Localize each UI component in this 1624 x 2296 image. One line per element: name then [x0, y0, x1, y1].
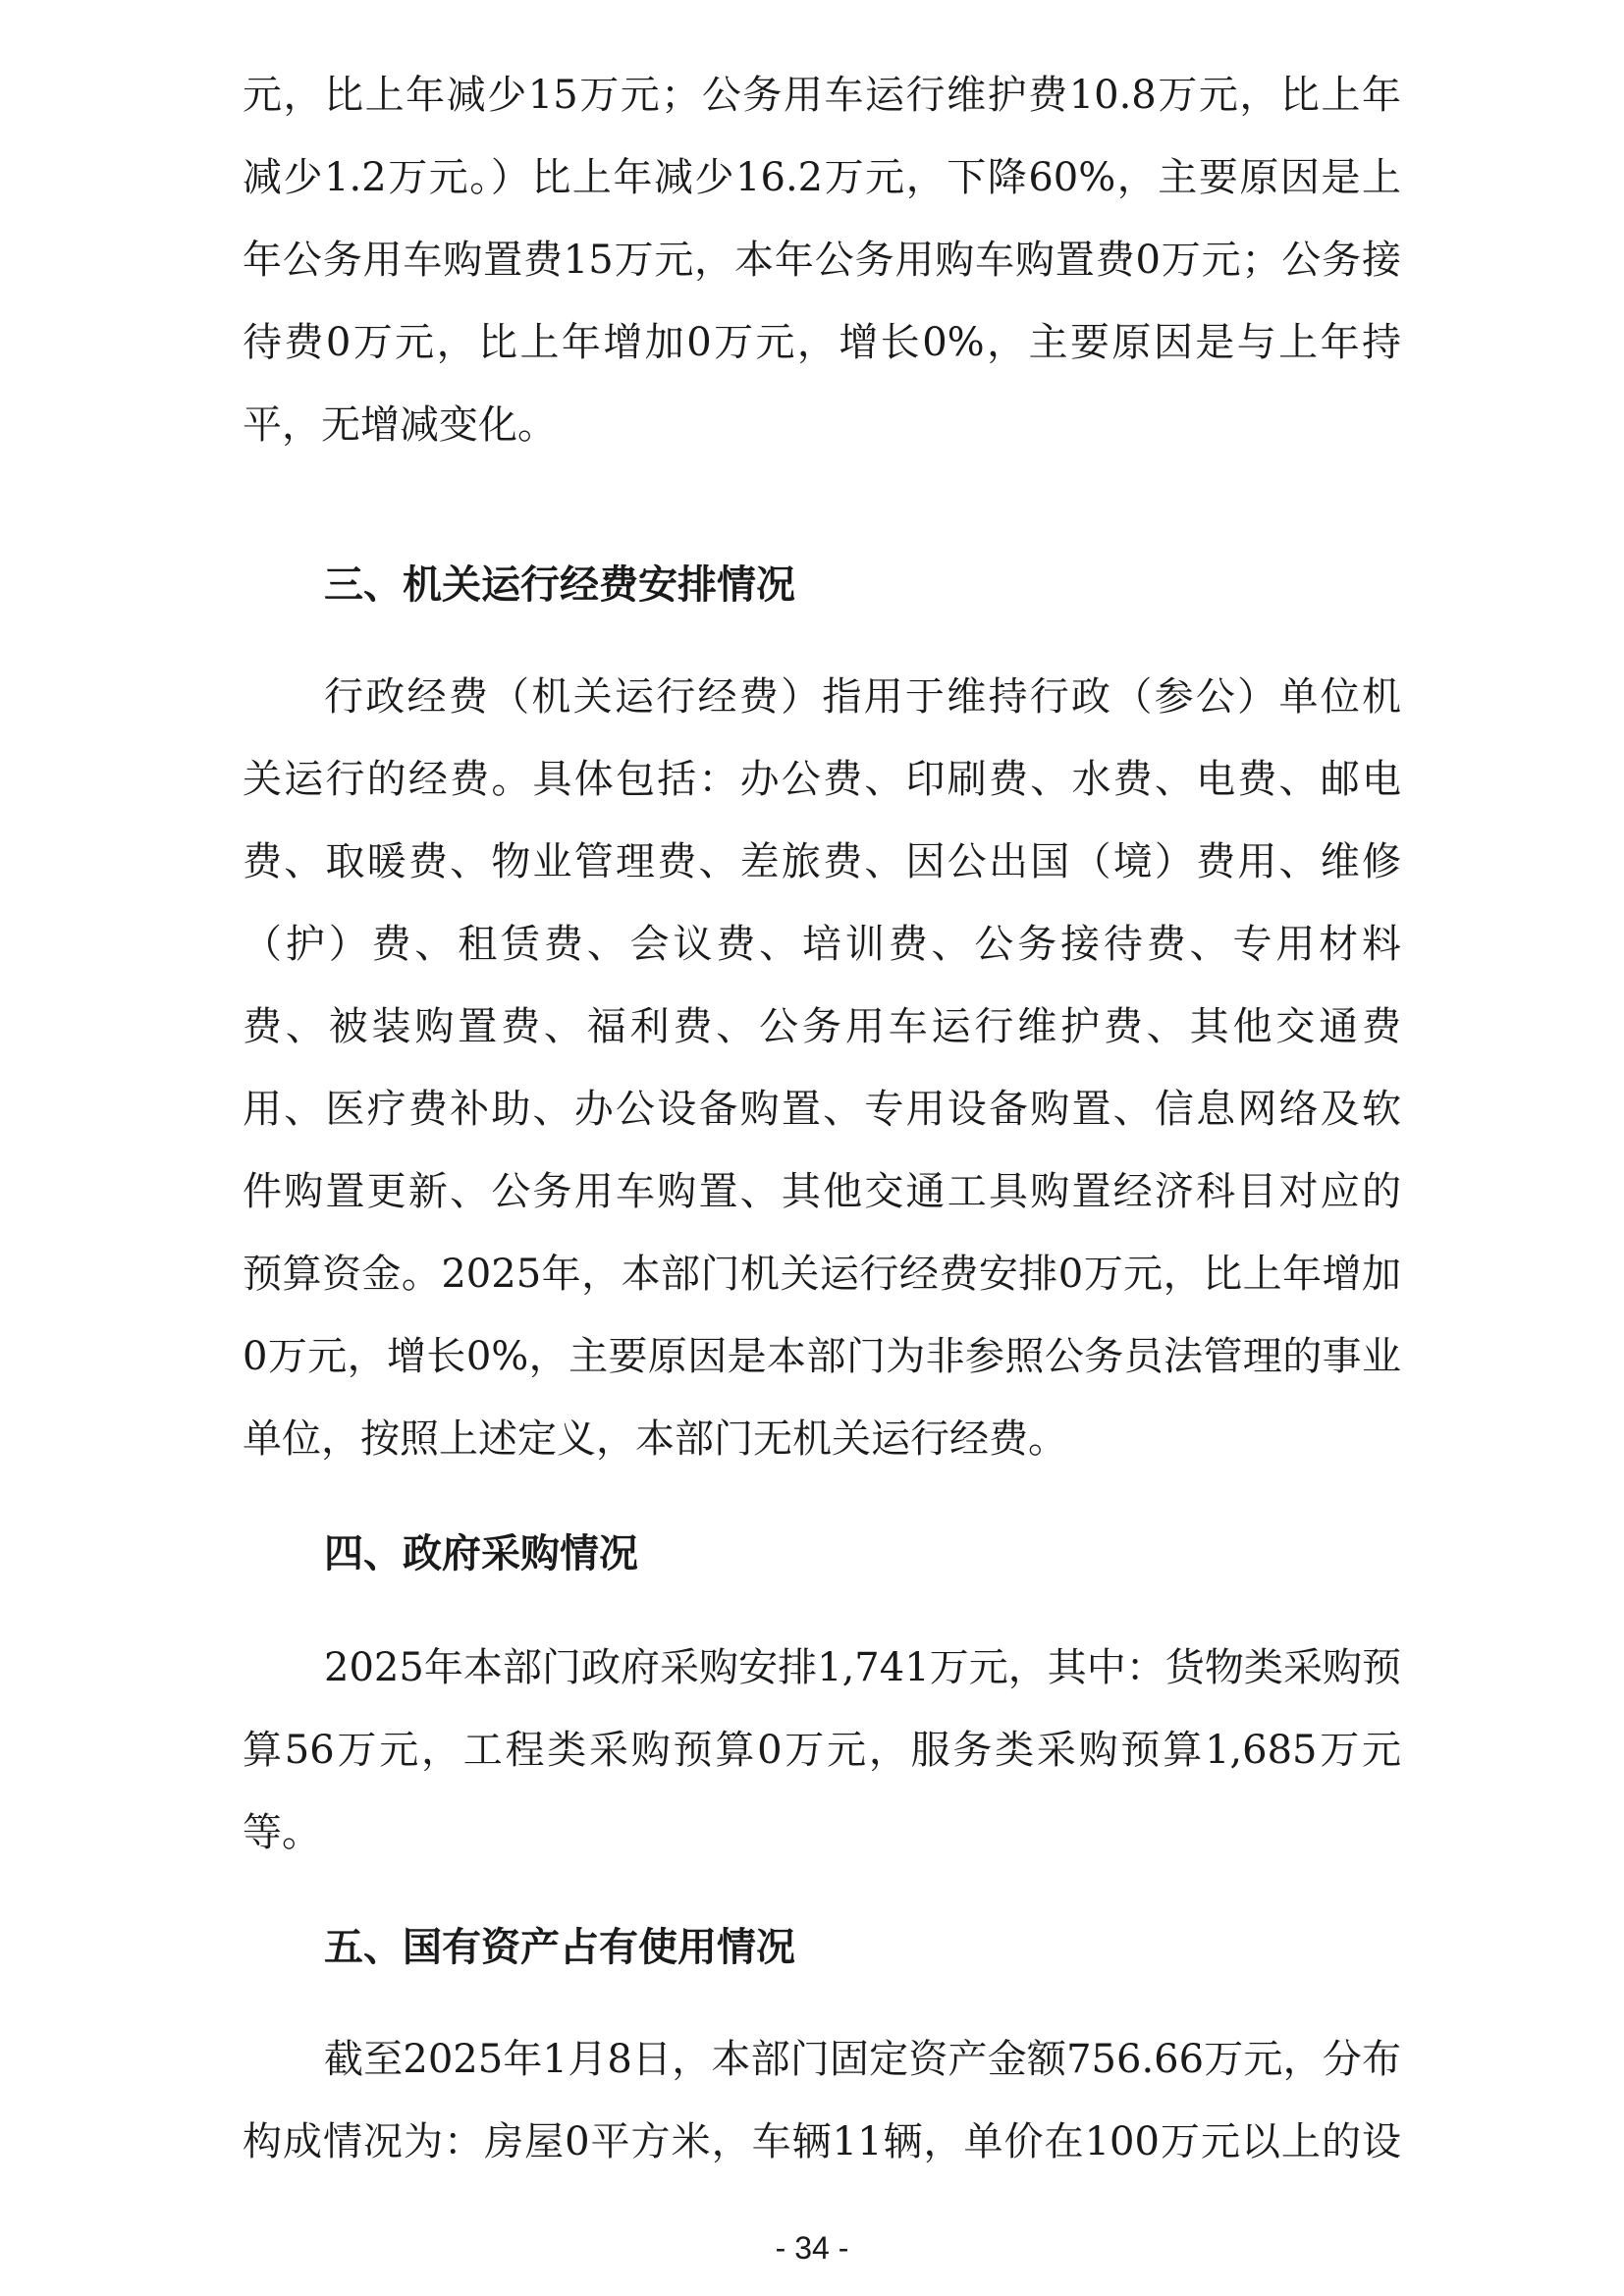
- paragraph-line: 截至2025年1月8日，本部门固定资产金额756.66万元，分布: [324, 2037, 1401, 2082]
- page-number: - 34 -: [775, 2230, 849, 2266]
- paragraph-line: 费、被装购置费、福利费、公务用车运行维护费、其他交通费: [243, 1004, 1401, 1049]
- paragraph-line: 用、医疗费补助、办公设备购置、专用设备购置、信息网络及软: [243, 1087, 1401, 1132]
- paragraph-line: 减少1.2万元。）比上年减少16.2万元，下降60%，主要原因是上: [243, 155, 1401, 200]
- paragraph-line: 关运行的经费。具体包括：办公费、印刷费、水费、电费、邮电: [243, 757, 1401, 802]
- paragraph-line: 行政经费（机关运行经费）指用于维持行政（参公）单位机: [324, 674, 1401, 720]
- paragraph-line: 元，比上年减少15万元；公务用车运行维护费10.8万元，比上年: [243, 73, 1401, 118]
- paragraph-line: 年公务用车购置费15万元，本年公务用购车购置费0万元；公务接: [243, 238, 1401, 283]
- paragraph-line: 件购置更新、公务用车购置、其他交通工具购置经济科目对应的: [243, 1169, 1401, 1214]
- paragraph-line: （护）费、租赁费、会议费、培训费、公务接待费、专用材料: [243, 922, 1401, 967]
- paragraph-line: 算56万元，工程类采购预算0万元，服务类采购预算1,685万元: [243, 1728, 1401, 1773]
- paragraph-line: 2025年本部门政府采购安排1,741万元，其中：货物类采购预: [324, 1645, 1401, 1690]
- paragraph-line: 待费0万元，比上年增加0万元，增长0%，主要原因是与上年持: [243, 320, 1401, 365]
- section-heading-4: 四、政府采购情况: [324, 1531, 638, 1576]
- paragraph-line: 0万元，增长0%，主要原因是本部门为非参照公务员法管理的事业: [243, 1334, 1401, 1379]
- section-heading-3: 三、机关运行经费安排情况: [324, 562, 795, 608]
- section-heading-5: 五、国有资产占有使用情况: [324, 1925, 795, 1970]
- paragraph-line: 单位，按照上述定义，本部门无机关运行经费。: [243, 1416, 1067, 1462]
- paragraph-line: 构成情况为：房屋0平方米，车辆11辆，单价在100万元以上的设: [243, 2119, 1401, 2164]
- paragraph-line: 等。: [243, 1810, 321, 1855]
- paragraph-line: 平，无增减变化。: [243, 402, 557, 448]
- paragraph-line: 预算资金。2025年，本部门机关运行经费安排0万元，比上年增加: [243, 1252, 1401, 1297]
- paragraph-line: 费、取暖费、物业管理费、差旅费、因公出国（境）费用、维修: [243, 839, 1401, 884]
